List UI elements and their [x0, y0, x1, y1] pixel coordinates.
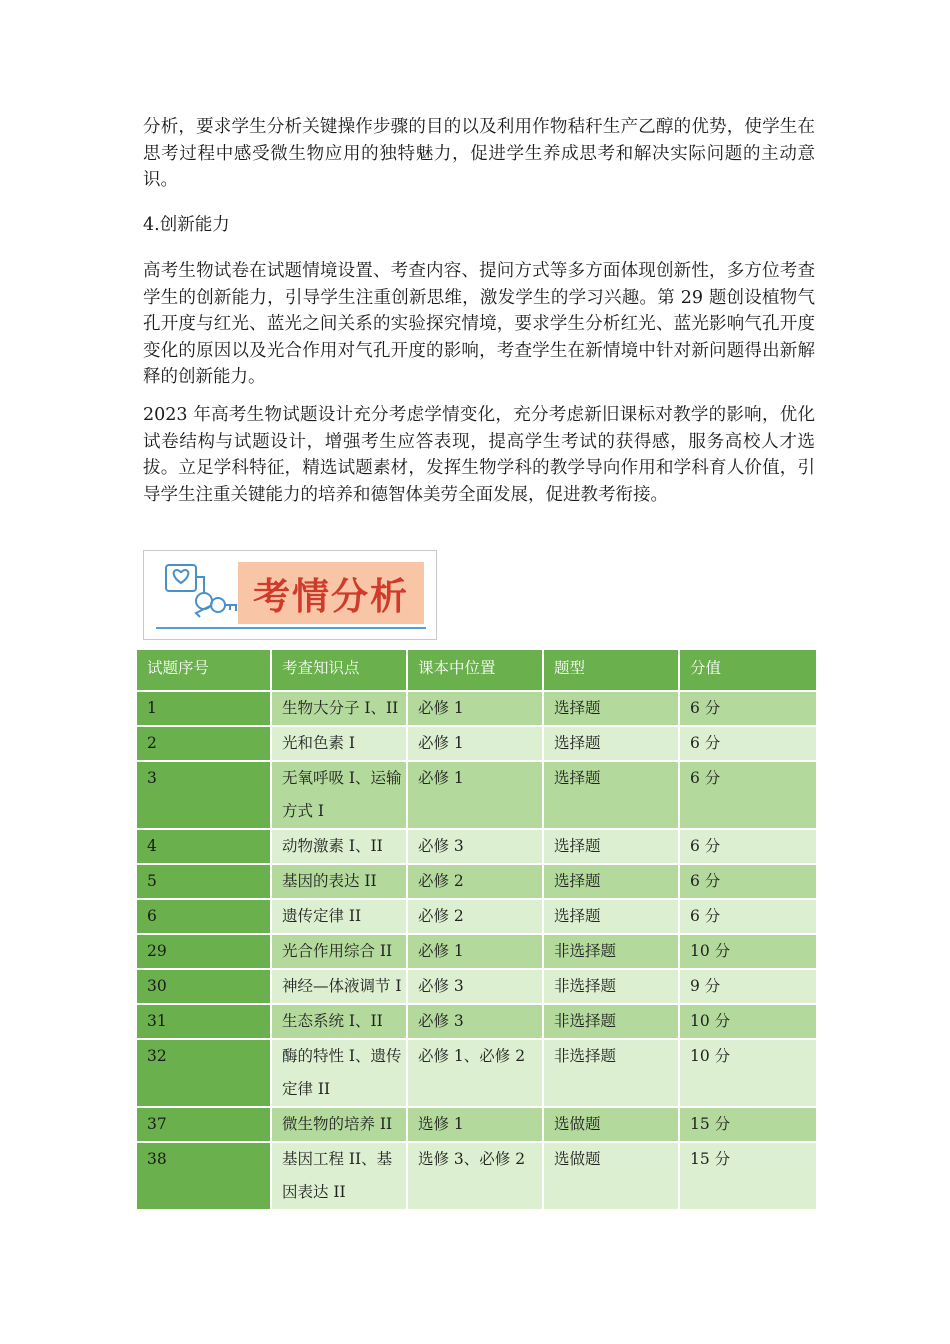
- banner-title-box: [238, 562, 424, 624]
- cell-knowledge: 微生物的培养 II: [271, 1107, 407, 1142]
- cell-knowledge: 酶的特性 I、遗传定律 II: [271, 1039, 407, 1107]
- cell-type: 选择题: [543, 829, 679, 864]
- cell-number: 37: [136, 1107, 271, 1142]
- cell-location: 必修 1: [407, 726, 543, 761]
- cell-location: 必修 2: [407, 899, 543, 934]
- cell-knowledge: 遗传定律 II: [271, 899, 407, 934]
- cell-type: 非选择题: [543, 969, 679, 1004]
- cell-type: 非选择题: [543, 1039, 679, 1107]
- cell-location: 必修 3: [407, 1004, 543, 1039]
- cell-type: 选择题: [543, 864, 679, 899]
- cell-score: 6 分: [679, 829, 817, 864]
- cell-number: 3: [136, 761, 271, 829]
- cell-location: 必修 1: [407, 934, 543, 969]
- cell-knowledge: 动物激素 I、II: [271, 829, 407, 864]
- table-row: [136, 1107, 817, 1142]
- cell-type: 选择题: [543, 691, 679, 726]
- table-header-row: [136, 649, 817, 691]
- header-knowledge-point: 考查知识点: [271, 649, 407, 691]
- cell-location: 选修 1: [407, 1107, 543, 1142]
- cell-type: 非选择题: [543, 934, 679, 969]
- cell-score: 10 分: [679, 1004, 817, 1039]
- cell-location: 必修 3: [407, 829, 543, 864]
- paragraph-innovation: 高考生物试卷在试题情境设置、考查内容、提问方式等多方面体现创新性，多方位考查学生的创新能力，引导学生注重创新思维，激发学生的学习兴趣。第 29 题创设植物气孔开度与红光、蓝光之间关系的实验探究情境，要求学生分析红光、蓝光影响气孔开度变化的原因以及光合作用对气孔开度的影响，考查学生在新情境中针对新问题得出新解释的创新能力。: [143, 261, 815, 387]
- cell-score: 9 分: [679, 969, 817, 1004]
- cell-number: 32: [136, 1039, 271, 1107]
- heart-key-icon: [158, 559, 240, 619]
- cell-location: 必修 1: [407, 761, 543, 829]
- cell-score: 15 分: [679, 1107, 817, 1142]
- cell-location: 必修 2: [407, 864, 543, 899]
- cell-type: 选择题: [543, 761, 679, 829]
- banner-title: 考情分析: [253, 575, 409, 618]
- header-score: 分值: [679, 649, 817, 691]
- cell-number: 5: [136, 864, 271, 899]
- paragraph-summary: 2023 年高考生物试题设计充分考虑学情变化，充分考虑新旧课标对教学的影响，优化试卷结构与试题设计，增强考生应答表现，提高学生考试的获得感，服务高校人才选拔。立足学科特征，精选试题素材，发挥生物学科的教学导向作用和学科育人价值，引导学生注重关键能力的培养和德智体美劳全面发展，促进教考衔接。: [143, 405, 815, 505]
- cell-knowledge: 神经—体液调节 I: [271, 969, 407, 1004]
- cell-number: 30: [136, 969, 271, 1004]
- cell-number: 4: [136, 829, 271, 864]
- cell-location: 选修 3、必修 2: [407, 1142, 543, 1210]
- cell-number: 2: [136, 726, 271, 761]
- table-row: [136, 934, 817, 969]
- table-row: [136, 1142, 817, 1210]
- cell-location: 必修 1: [407, 691, 543, 726]
- cell-score: 15 分: [679, 1142, 817, 1210]
- cell-score: 6 分: [679, 864, 817, 899]
- table-row: [136, 864, 817, 899]
- cell-type: 选做题: [543, 1142, 679, 1210]
- cell-type: 选择题: [543, 899, 679, 934]
- table-row: [136, 1004, 817, 1039]
- cell-knowledge: 无氧呼吸 I、运输方式 I: [271, 761, 407, 829]
- cell-number: 1: [136, 691, 271, 726]
- exam-analysis-table: [135, 648, 818, 1211]
- cell-number: 29: [136, 934, 271, 969]
- analysis-banner: [143, 550, 437, 640]
- cell-type: 选做题: [543, 1107, 679, 1142]
- cell-type: 选择题: [543, 726, 679, 761]
- table-row: [136, 726, 817, 761]
- cell-score: 6 分: [679, 761, 817, 829]
- cell-score: 6 分: [679, 691, 817, 726]
- table-row: [136, 969, 817, 1004]
- banner-underline: [156, 627, 426, 629]
- section-heading: 4.创新能力: [143, 215, 230, 235]
- header-textbook-location: 课本中位置: [407, 649, 543, 691]
- cell-knowledge: 光合作用综合 II: [271, 934, 407, 969]
- cell-knowledge: 光和色素 I: [271, 726, 407, 761]
- cell-score: 10 分: [679, 934, 817, 969]
- cell-number: 31: [136, 1004, 271, 1039]
- table-row: [136, 761, 817, 829]
- cell-knowledge: 生物大分子 I、II: [271, 691, 407, 726]
- cell-score: 6 分: [679, 726, 817, 761]
- table-row: [136, 899, 817, 934]
- table-row: [136, 829, 817, 864]
- cell-location: 必修 3: [407, 969, 543, 1004]
- cell-knowledge: 生态系统 I、II: [271, 1004, 407, 1039]
- cell-number: 6: [136, 899, 271, 934]
- header-question-number: 试题序号: [136, 649, 271, 691]
- cell-score: 6 分: [679, 899, 817, 934]
- cell-location: 必修 1、必修 2: [407, 1039, 543, 1107]
- header-question-type: 题型: [543, 649, 679, 691]
- table-row: [136, 691, 817, 726]
- cell-type: 非选择题: [543, 1004, 679, 1039]
- table-row: [136, 1039, 817, 1107]
- cell-knowledge: 基因的表达 II: [271, 864, 407, 899]
- paragraph-intro: 分析，要求学生分析关键操作步骤的目的以及利用作物秸秆生产乙醇的优势，使学生在思考过程中感受微生物应用的独特魅力，促进学生养成思考和解决实际问题的主动意识。: [143, 117, 815, 190]
- cell-number: 38: [136, 1142, 271, 1210]
- cell-knowledge: 基因工程 II、基因表达 II: [271, 1142, 407, 1210]
- cell-score: 10 分: [679, 1039, 817, 1107]
